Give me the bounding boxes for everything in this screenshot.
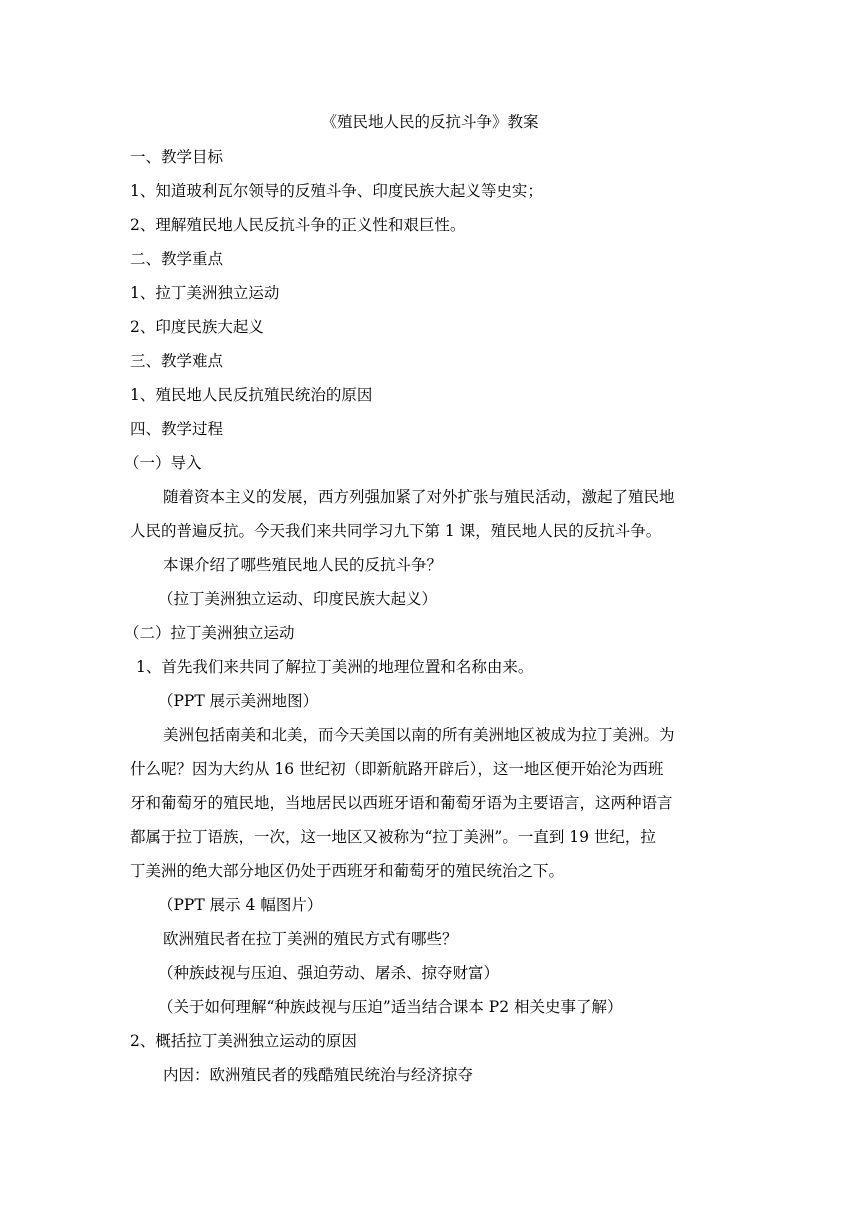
paragraph-line: 什么呢？因为大约从 16 世纪初（即新航路开辟后），这一地区便开始沦为西班 [130,760,664,778]
process-item: 2、概括拉丁美洲独立运动的原因 [130,1032,357,1050]
question-text: 本课介绍了哪些殖民地人民的反抗斗争？ [163,556,443,574]
answer-text: （种族歧视与压迫、强迫劳动、屠杀、掠夺财富） [158,964,500,982]
difficulty-item: 1、殖民地人民反抗殖民统治的原因 [130,386,373,404]
cause-text: 内因：欧洲殖民者的残酷殖民统治与经济掠夺 [163,1066,474,1084]
answer-text: （拉丁美洲独立运动、印度民族大起义） [158,590,438,608]
note-text: （关于如何理解“种族歧视与压迫”适当结合课本 P2 相关史事了解） [158,998,623,1016]
ppt-note: （PPT 展示 4 幅图片） [158,896,323,914]
question-text: 欧洲殖民者在拉丁美洲的殖民方式有哪些？ [163,930,458,948]
paragraph-line: 美洲包括南美和北美，而今天美国以南的所有美洲地区被成为拉丁美洲。为 [163,726,675,744]
key-point-item: 1、拉丁美洲独立运动 [130,284,280,302]
paragraph-line: 丁美洲的绝大部分地区仍处于西班牙和葡萄牙的殖民统治之下。 [130,862,565,880]
ppt-note: （PPT 展示美洲地图） [158,692,319,710]
objective-item: 2、理解殖民地人民反抗斗争的正义性和艰巨性。 [130,216,466,234]
process-item: 1、首先我们来共同了解拉丁美洲的地理位置和名称由来。 [136,658,534,676]
subsection-heading-intro: （一）导入 [124,454,202,472]
paragraph-line: 都属于拉丁语族，一次，这一地区又被称为“拉丁美洲”。一直到 19 世纪，拉 [130,828,656,846]
document-title: 《殖民地人民的反抗斗争》教案 [321,113,539,131]
section-heading-key-points: 二、教学重点 [130,250,224,268]
section-heading-objectives: 一、教学目标 [130,148,224,166]
paragraph-line: 人民的普遍反抗。今天我们来共同学习九下第 1 课，殖民地人民的反抗斗争。 [130,522,662,540]
paragraph-line: 牙和葡萄牙的殖民地，当地居民以西班牙语和葡萄牙语为主要语言，这两种语言 [130,794,673,812]
section-heading-difficulties: 三、教学难点 [130,352,224,370]
section-heading-process: 四、教学过程 [130,420,224,438]
key-point-item: 2、印度民族大起义 [130,318,264,336]
objective-item: 1、知道玻利瓦尔领导的反殖斗争、印度民族大起义等史实； [130,182,543,200]
subsection-heading-latin-america: （二）拉丁美洲独立运动 [124,624,295,642]
paragraph-line: 随着资本主义的发展，西方列强加紧了对外扩张与殖民活动，激起了殖民地 [163,488,675,506]
